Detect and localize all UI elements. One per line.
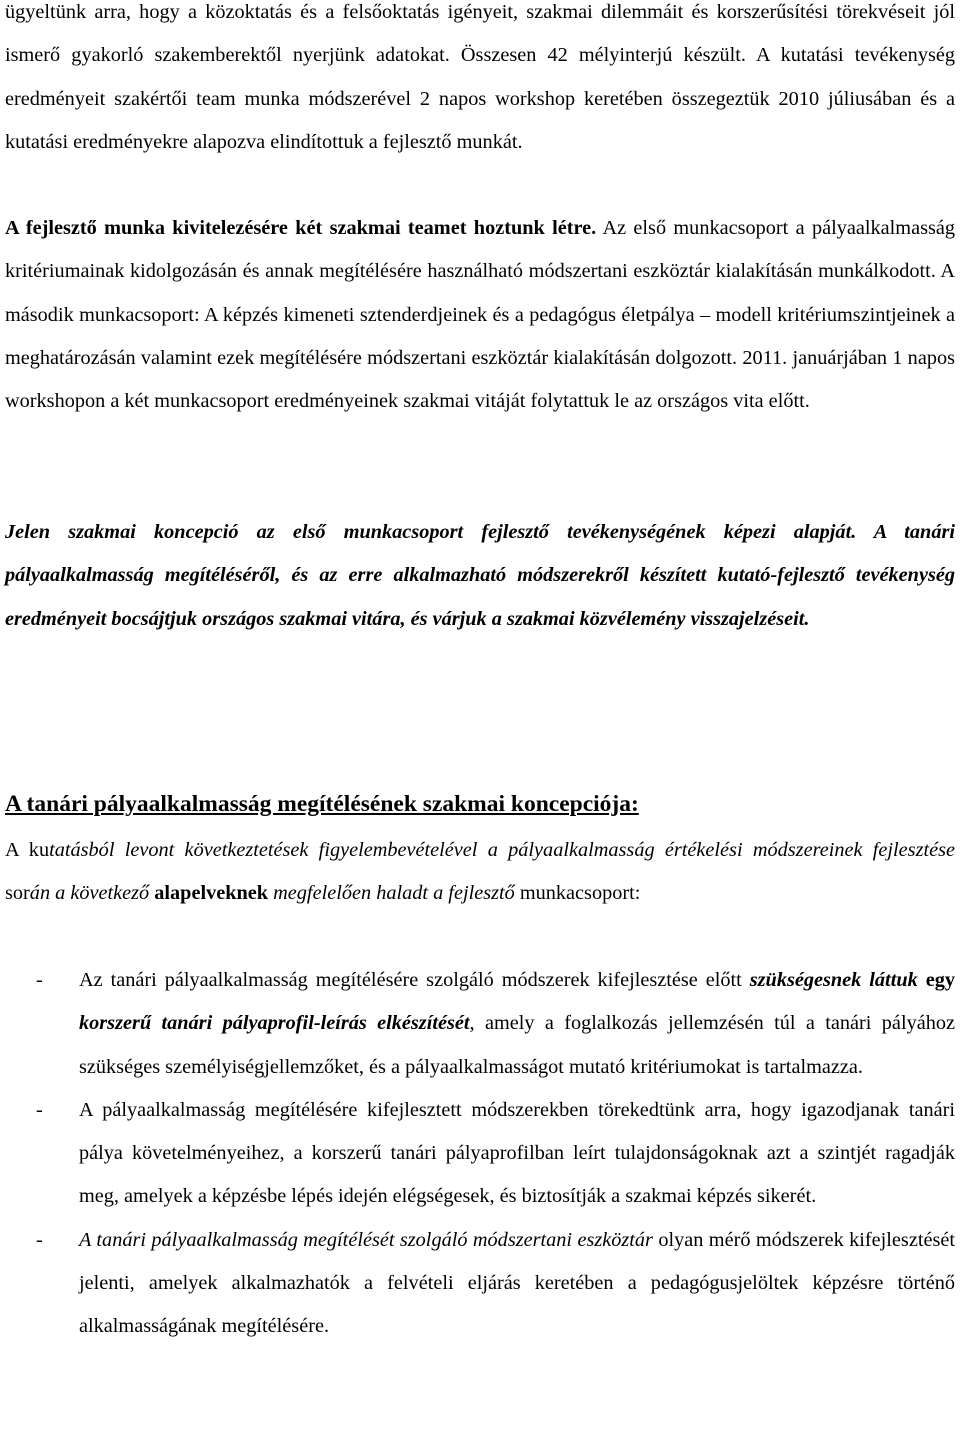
list-dash: - xyxy=(36,1098,43,1121)
teams-bold-lead: A fejlesztő munka kivitelezésére két szakmai teamet hoztunk létre. xyxy=(5,217,597,239)
intro-paragraph xyxy=(5,0,955,164)
section-heading: A tanári pályaalkalmasság megítélésének szakmai koncepciója: xyxy=(5,791,639,817)
section-intro-b: tatásból levont következtetések figyelembevételével a pályaalkalmasság értékelési módszereinek fejlesztése xyxy=(49,839,955,861)
item1-b: szükségesnek láttuk xyxy=(749,969,918,991)
section-intro-d: án a következő xyxy=(29,882,150,905)
list-dash: - xyxy=(36,1228,43,1251)
section-intro-c: sor xyxy=(5,882,30,905)
teams-paragraph xyxy=(5,207,955,423)
item1-c: egy xyxy=(917,969,956,991)
list-item xyxy=(5,1219,955,1349)
concept-note-text: Jelen szakmai koncepció az első munkacsoport fejlesztő tevékenységének képezi alapját. A tanári pályaalkalmasság megítéléséről, és az erre alkalmazható módszerekről készített kutató-fejlesztő tevékenység eredményeit bocsájtjuk országos szakmai vitára, és várjuk a szakmai közvélemény visszajelzéseit. xyxy=(5,521,955,630)
item3-a: A tanári pályaalkalmasság megítélését szolgáló módszertani eszköztár xyxy=(79,1228,653,1251)
section-intro-g: munkacsoport: xyxy=(514,882,641,905)
item1-a: Az tanári pályaalkalmasság megítélésére szolgáló módszerek kifejlesztése előtt xyxy=(79,969,750,991)
item1-e: , amely a foglalkozás jellemzésén túl a tanári pályához szükséges személyiségjellemzőket, és a pályaalkalmasságot mutató kritériumokat is tartalmazza. xyxy=(79,1012,955,1078)
section-intro-paragraph xyxy=(5,829,955,916)
item2-text: A pályaalkalmasság megítélésére kifejlesztett módszerekben törekedtünk arra, hogy igazodjanak tanári pálya követelményeihez, a korszerű tanári pályaprofilban leírt tulajdonságoknak azt a szintjét ragadják meg, amelyek a képzésbe lépés idején elégségesek, és biztosítják a szakmai képzés sikerét. xyxy=(79,1098,955,1208)
list-dash: - xyxy=(36,969,43,991)
item1-d: korszerű tanári pályaprofil-leírás elkészítését xyxy=(79,1012,470,1035)
section-intro-e: alapelveknek xyxy=(149,882,269,905)
item3-b: olyan mérő módszerek kifejlesztését jelenti, amelyek alkalmazhatók a felvételi eljárás keretében a pedagógusjelöltek képzésre történő alkalmasságának megítélésére. xyxy=(79,1228,955,1338)
list-item xyxy=(5,959,955,1089)
principles-list xyxy=(5,959,955,1349)
intro-text: ügyeltünk arra, hogy a közoktatás és a felsőoktatás igényeit, szakmai dilemmáit és korszerűsítési törekvéseit jól ismerő gyakorló szakemberektől nyerjünk adatokat. Összesen 42 mélyinterjú készült. A kutatási tevékenység eredményeit szakértői team munka módszerével 2 napos workshop keretében összegeztük 2010 júliusában és a kutatási eredményekre alapozva elindítottuk a fejlesztő munkát. xyxy=(5,1,955,153)
teams-text: Az első munkacsoport a pályaalkalmasság kritériumainak kidolgozásán és annak megítélésére használható módszertani eszköztár kialakításán munkálkodott. A második munkacsoport: A képzés kimeneti sztenderdjeinek és a pedagógus életpálya – modell kritériumszintjeinek a meghatározásán valamint ezek megítélésére módszertani eszköztár kialakításán dolgozott. 2011. januárjában 1 napos workshopon a két munkacsoport eredményeinek szakmai vitáját folytattuk le az országos vita előtt. xyxy=(5,217,955,413)
section-intro-a: A ku xyxy=(5,839,50,861)
concept-note-paragraph xyxy=(5,511,955,641)
section-intro-f: megfelelően haladt a fejlesztő xyxy=(268,882,515,905)
list-item xyxy=(5,1089,955,1219)
